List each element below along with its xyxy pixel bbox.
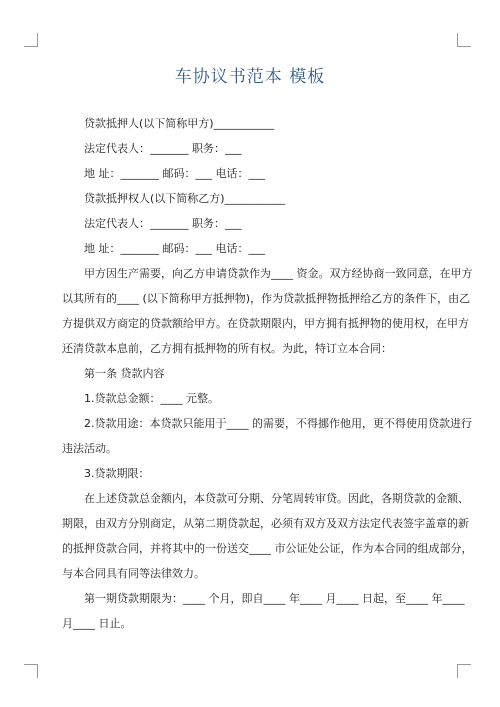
borrower-representative-line: 法定代表人：_______ 职务：___ — [84, 142, 242, 155]
paragraph-line: 还清贷款本息前，乙方拥有抵押物的所有权。为此，特订立本合同： — [62, 342, 392, 355]
clause-line: 月____ 日止。 — [62, 617, 132, 630]
paragraph-line: 期限，由双方分别商定，从第二期贷款起，必须有双方及双方法定代表签字盖章的新 — [62, 517, 469, 530]
lender-address-line: 地 址：_______ 邮码：___ 电话：___ — [84, 242, 265, 255]
clause-line: 3.贷款期限： — [84, 467, 150, 480]
crop-mark-top-left — [24, 33, 38, 47]
crop-mark-bottom-left — [24, 664, 38, 678]
clause-line: 违法活动。 — [62, 442, 117, 455]
document-title: 车协议书范本 模板 — [174, 67, 326, 87]
clause-line: 第一期贷款期限为：____ 个月，即自____ 年____ 月____ 日起，至____ 年____ — [84, 592, 465, 605]
borrower-address-line: 地 址：_______ 邮码：___ 电话：___ — [84, 167, 265, 180]
clause-line: 2.贷款用途：本贷款只能用于____ 的需要，不得挪作他用，更不得使用贷款进行 — [84, 417, 472, 430]
crop-mark-top-right — [457, 33, 471, 47]
borrower-line: 贷款抵押人(以下简称甲方)___________ — [84, 117, 275, 130]
paragraph-line: 方提供双方商定的贷款额给甲方。在贷款期限内，甲方拥有抵押物的使用权，在甲方 — [62, 317, 469, 330]
paragraph-line: 甲方因生产需要，向乙方申请贷款作为____ 资金。双方经协商一致同意，在甲方 — [84, 267, 473, 280]
clause-line: 1.贷款总金额：____ 元整。 — [84, 392, 219, 405]
paragraph-line: 与本合同具有同等法律效力。 — [62, 567, 205, 580]
crop-mark-bottom-right — [457, 664, 471, 678]
lender-line: 贷款抵押权人(以下简称乙方)___________ — [84, 192, 286, 205]
paragraph-line: 在上述贷款总金额内，本贷款可分期、分笔周转审贷。因此，各期贷款的金额、 — [84, 492, 469, 505]
paragraph-line: 以其所有的____ (以下简称甲方抵押物)，作为贷款抵押物抵押给乙方的条件下，由乙 — [62, 292, 471, 305]
lender-representative-line: 法定代表人：_______ 职务：___ — [84, 217, 242, 230]
paragraph-line: 的抵押贷款合同，并将其中的一份送交____ 市公证处公证，作为本合同的组成部分， — [62, 542, 473, 555]
section-heading: 第一条 贷款内容 — [84, 367, 165, 380]
